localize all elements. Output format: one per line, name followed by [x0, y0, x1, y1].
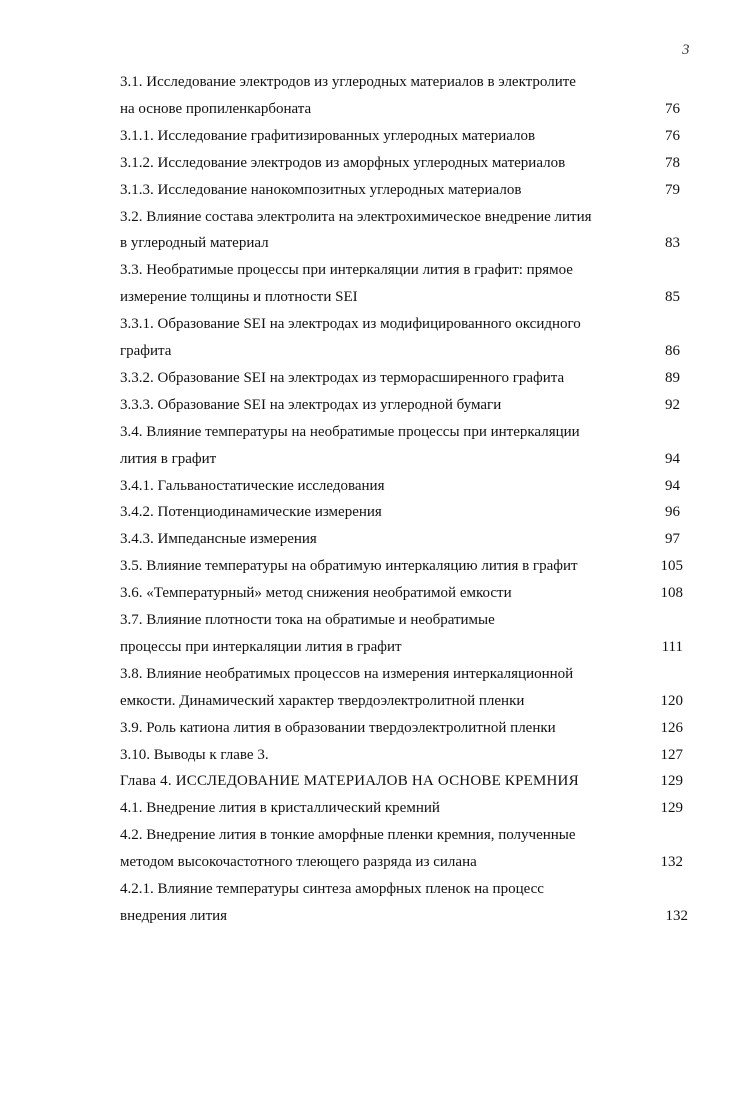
- toc-entry-text: 3.3. Необратимые процессы при интеркаляции лития в графит: прямое: [120, 262, 573, 279]
- toc-entry: [0, 823, 733, 847]
- toc-entry-text: 3.10. Выводы к главе 3.: [120, 746, 269, 763]
- toc-entry-text: 3.1.1. Исследование графитизированных углеродных материалов: [120, 127, 536, 144]
- toc-entry: [0, 769, 733, 793]
- toc-entry-text: измерение толщины и плотности SEI: [120, 289, 358, 306]
- toc-entry-page: 132: [660, 854, 683, 871]
- toc-entry: [0, 796, 733, 820]
- toc-entry-text: 3.7. Влияние плотности тока на обратимые и необратимые: [120, 612, 495, 628]
- toc-entry-page: 92: [665, 396, 680, 413]
- toc-entry-text: 3.1. Исследование электродов из углеродных материалов в электролите: [120, 74, 576, 90]
- toc-entry-text: 3.9. Роль катиона лития в образовании твердоэлектролитной пленки: [120, 719, 556, 736]
- toc-entry-page: 108: [660, 585, 683, 602]
- toc-entry: [0, 420, 733, 444]
- toc-entry: [0, 285, 733, 309]
- toc-entry-text: 3.4.3. Импедансные измерения: [120, 531, 317, 548]
- toc-entry-text: графита: [120, 343, 172, 359]
- toc-entry: [0, 474, 733, 498]
- toc-entry-page: 132: [665, 907, 688, 924]
- toc-entry-page: 120: [660, 692, 683, 709]
- toc-entry: [0, 447, 733, 471]
- toc-entry-text: 3.8. Влияние необратимых процессов на измерения интеркаляционной: [120, 665, 574, 682]
- toc-entry-text: 3.3.2. Образование SEI на электродах из терморасширенного графита: [120, 369, 565, 386]
- toc-entry-text: 3.4.1. Гальваностатические исследования: [120, 477, 385, 494]
- toc-entry: [0, 393, 733, 417]
- toc-entry-page: 129: [660, 800, 683, 817]
- toc-entry-text: 3.5. Влияние температуры на обратимую интеркаляцию лития в графит: [120, 558, 578, 575]
- toc-entry-page: 76: [665, 100, 680, 117]
- toc-entry: [0, 70, 733, 94]
- toc-entry-text: лития в графит: [120, 450, 217, 467]
- toc-entry: [0, 205, 733, 229]
- page-number: 3: [682, 42, 690, 58]
- toc-entry-text: методом высокочастотного тлеющего разряда из силана: [120, 854, 477, 871]
- toc-entry-page: 97: [665, 531, 680, 548]
- toc-entry-text: в углеродный материал: [120, 235, 269, 252]
- toc-entry: [0, 339, 733, 363]
- toc-entry-text: 4.2. Внедрение лития в тонкие аморфные пленки кремния, полученные: [120, 827, 576, 844]
- toc-entry: [0, 124, 733, 148]
- toc-entry-page: 129: [660, 773, 683, 790]
- toc-entry: [0, 662, 733, 686]
- toc-entry: [0, 716, 733, 740]
- toc-entry: [0, 178, 733, 202]
- toc-entry: [0, 231, 733, 255]
- toc-entry-text: 3.4. Влияние температуры на необратимые процессы при интеркаляции: [120, 423, 580, 440]
- toc-entry-page: 76: [665, 127, 680, 144]
- toc-entry: [0, 366, 733, 390]
- toc-entry: [0, 877, 733, 901]
- toc-entry: [0, 258, 733, 282]
- toc-entry-text: 3.2. Влияние состава электролита на электрохимическое внедрение лития: [120, 208, 592, 225]
- toc-entry-text: внедрения лития: [120, 907, 228, 924]
- toc-entry-text: 3.6. «Температурный» метод снижения необратимой емкости: [120, 585, 512, 602]
- toc-entry-text: 3.4.2. Потенциодинамические измерения: [120, 504, 382, 521]
- toc-entry: [0, 635, 733, 659]
- toc-entry: [0, 97, 733, 121]
- toc-entry-page: 83: [665, 235, 680, 252]
- toc-entry-text: 3.3.3. Образование SEI на электродах из углеродной бумаги: [120, 396, 502, 413]
- toc-entry-page: 111: [661, 638, 683, 655]
- toc-entry-page: 94: [665, 477, 680, 494]
- toc-entry-page: 79: [665, 181, 680, 198]
- toc-entry-text: 3.3.1. Образование SEI на электродах из модифицированного оксидного: [120, 316, 581, 333]
- toc-entry-text: 3.1.3. Исследование нанокомпозитных углеродных материалов: [120, 181, 522, 198]
- toc-entry: [0, 527, 733, 551]
- toc-entry-page: 96: [665, 504, 680, 521]
- toc-entry-text: на основе пропиленкарбоната: [120, 100, 312, 117]
- toc-entry-text: емкости. Динамический характер твердоэлектролитной пленки: [120, 692, 525, 709]
- toc-entry-text: 3.1.2. Исследование электродов из аморфных углеродных материалов: [120, 154, 566, 171]
- toc-entry-text: процессы при интеркаляции лития в графит: [120, 638, 402, 655]
- toc-entry: [0, 312, 733, 336]
- toc-entry-page: 105: [660, 558, 683, 575]
- toc-entry-page: 94: [665, 450, 680, 467]
- toc-entry-page: 127: [660, 746, 683, 763]
- toc-entry: [0, 850, 733, 874]
- toc-entry-text: 4.2.1. Влияние температуры синтеза аморфных пленок на процесс: [120, 881, 544, 897]
- toc-entry-page: 85: [665, 289, 680, 306]
- toc-entry-page: 86: [665, 343, 680, 359]
- toc-entry-page: 78: [665, 154, 680, 171]
- toc-entry: [0, 743, 733, 767]
- toc-entry: [0, 904, 733, 928]
- toc-entry-page: 126: [660, 719, 683, 736]
- toc-entry: [0, 608, 733, 632]
- toc-entry: [0, 500, 733, 524]
- toc-entry: [0, 151, 733, 175]
- toc-entry-text: 4.1. Внедрение лития в кристаллический кремний: [120, 800, 440, 817]
- toc-entry-page: 89: [665, 369, 680, 386]
- toc-entry: [0, 689, 733, 713]
- toc-entry: [0, 581, 733, 605]
- toc-entry-text: Глава 4. ИССЛЕДОВАНИЕ МАТЕРИАЛОВ НА ОСНОВЕ КРЕМНИЯ: [120, 773, 579, 790]
- toc-entry: [0, 554, 733, 578]
